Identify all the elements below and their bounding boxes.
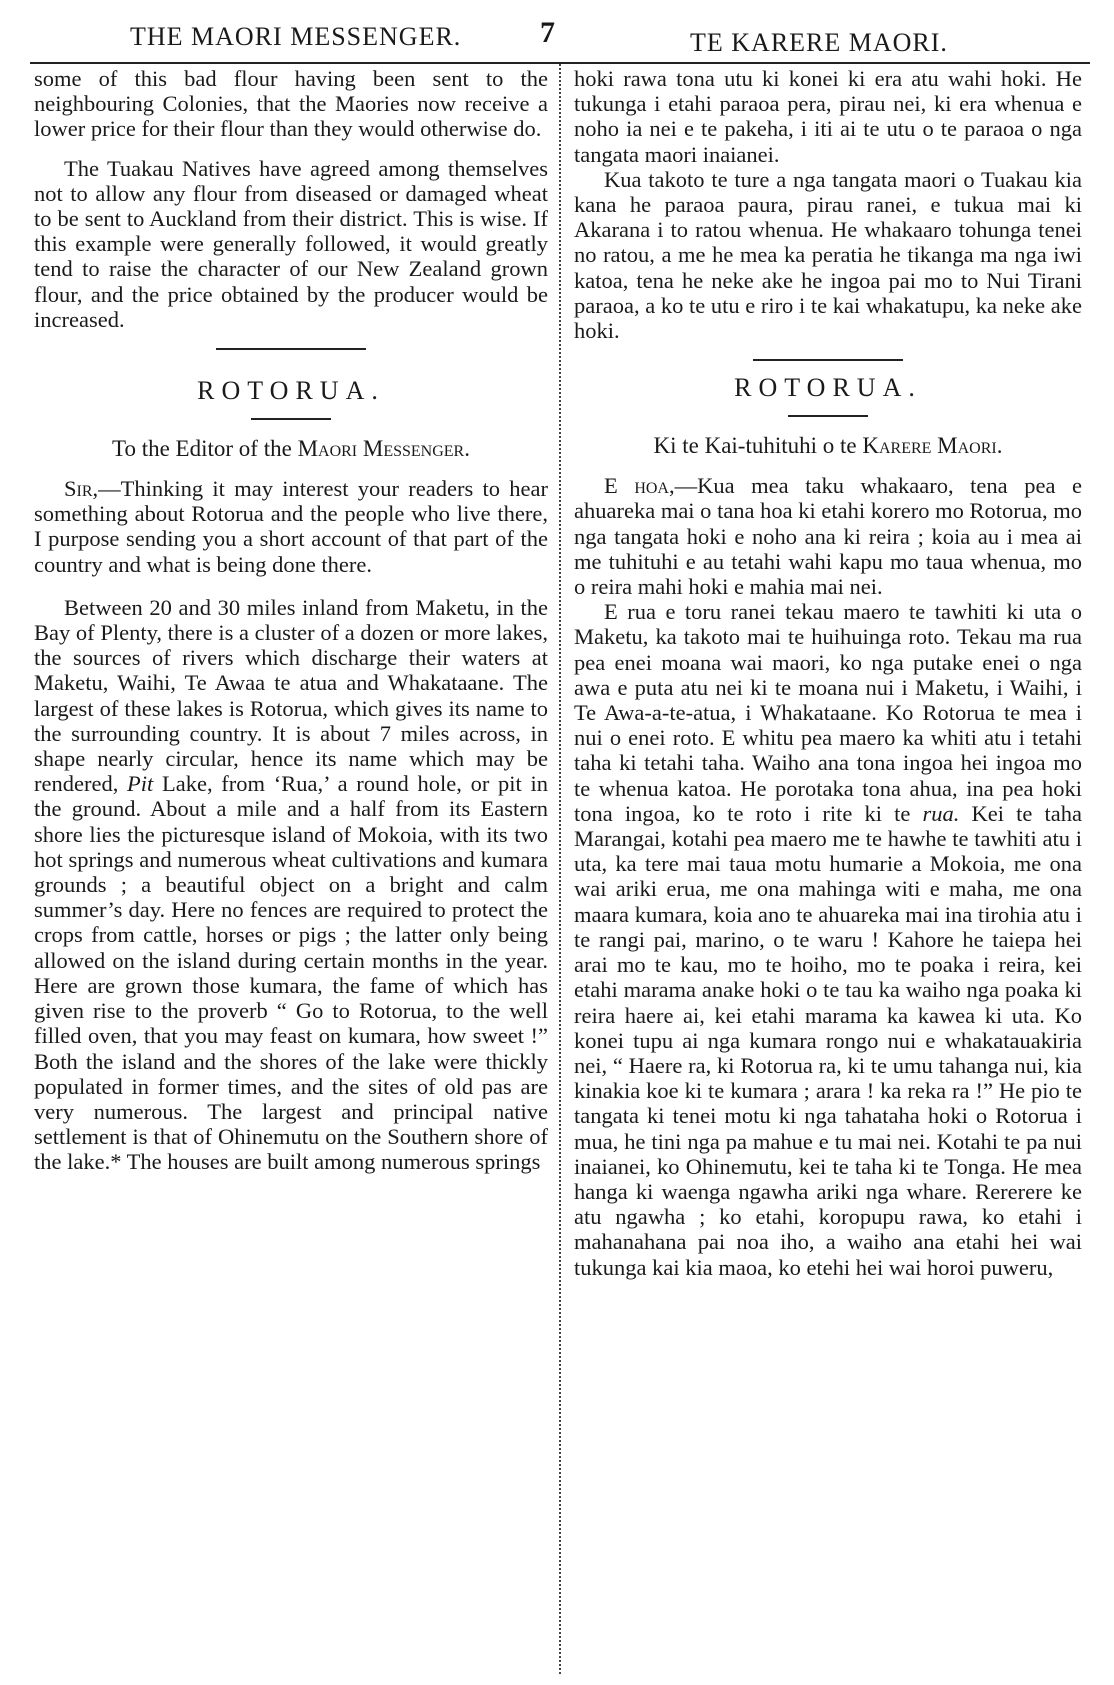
masthead-english-title: THE MAORI MESSENGER. — [130, 22, 462, 51]
salutation: E hoa, — [604, 473, 675, 499]
page-number: 7 — [540, 16, 556, 49]
masthead-maori-title: TE KARERE MAORI. — [690, 28, 948, 57]
section-heading: ROTORUA. — [197, 376, 385, 406]
addressee-prefix: To the Editor of the — [112, 436, 292, 462]
continuation-paragraph: hoki rawa tona utu ki konei ki era atu wahi hoki. He tukunga i etahi paraoa pera, pirau nei, ki era whenua e noho ia nei e te pakeha, i iti ai te utu o te paraoa o nga tangata maori inaianei. — [574, 66, 1082, 167]
body-text-part1: E rua e toru ranei tekau maero te tawhiti ki uta o Maketu, ka takoto mai te huihuinga roto. Tekau ma rua pea enei moana wai maori, ko nga putake enei o nga awa e puta atu nei ki te moana nui i Maketu, i Waihi, i Te Awa-a-te-atua, i Whakataane. Ko Rotorua te mea i nui o enei roto. E whitu pea maero ka whiti atu i tetahi taha ki tetahi taha. Waiho ana tona ingoa hei ingoa mo te whenua katoa. He porotaka tona ahua, ina pea hoki tona ingoa, ko te roto i rite ki te — [574, 599, 1082, 826]
body-text-part2: Kei te taha Marangai, kotahi pea maero me te hawhe te tawhiti atu i uta, ka tere mai taua motu humarie a Mokoia, me ona wai ariki erua, me ona mahinga witi e maha, me ona maara kumara, koia ano te ahuareka mai ina tirohia atu i te rangi pai, marino, o te waru ! Kahore he taiepa hei arai mo te kau, mo te hoiho, mo te poaka i reira, kei etahi marama anake hoki o te tau ka waiho nga poaka ki reira haere ai, kei etahi marama ka kawea ki uta. Ko konei tupu ai nga kumara rongo nui e whakatauakiria nei, “ Haere ra, ki Rotorua ra, ki te umu tahanga nui, kia kinakia koe ki te kumara ; arara ! ka reka ra !” He pio te tangata ki tenei motu ki nga tahataha hoki o Rotorua i mua, he tini nga pa mahue e tu mai nei. Kotahi te pa nui inaianei, ko Ohinemutu, kei te taha ki te Tonga. He mea hanga ki waenga ngawha ariki nga whare. Rererere ke atu ngawha ; ko etahi, koropupu rawa, ko etahi i mahanahana pai noa iho, a waiho ana etahi hei wai tukunga kai kia maoa, ko etehi hei wai horoi puweru, — [574, 800, 1082, 1280]
maori-column — [574, 66, 1082, 1280]
letter-intro-paragraph — [34, 476, 548, 577]
letter-intro-paragraph — [574, 473, 1082, 599]
letter-intro-text: —Thinking it may interest your readers to hear something about Rotorua and the people who live there, I purpose sending you a short account of that part of the country and what is being done there. — [34, 476, 548, 577]
body-text-part1: Between 20 and 30 miles inland from Maketu, in the Bay of Plenty, there is a cluster of a dozen or more lakes, the sources of rivers which discharge their waters at Maketu, Waihi, Te Awaa te atua and Whakataane. The largest of these lakes is Rotorua, which gives its name to the surrounding country. It is about 7 miles across, in shape nearly circular, hence its name which may be rendered, — [34, 594, 548, 797]
english-column — [34, 66, 548, 1175]
heading-rule — [34, 406, 548, 436]
letter-intro-text: —Kua mea taku whakaaro, tena pea e ahuareka mai o tana hoa ki etahi korero mo Rotorua, mo nga tangata hoki e noho ana ki reira ; koia au i mea ai me tuhituhi e au tetahi wahi kapu mo taua whenua, mo o reira mahi hoki e mahia mai nei. — [574, 473, 1082, 600]
body-italic-word: rua. — [922, 800, 960, 826]
section-rule — [574, 343, 1082, 373]
column-divider — [559, 64, 561, 1674]
body-italic-word: Pit — [127, 771, 154, 797]
body-text-part2: Lake, from ‘Rua,’ a round hole, or pit in the ground. About a mile and a half from its Eastern shore lies the picturesque island of Mokoia, with its two hot springs and numerous wheat cultivations and kumara grounds ; a beautiful object on a bright and calm summer’s day. Here no fences are required to protect the crops from cattle, horses or pigs ; the latter only being allowed on the island during certain months in the year. Here are grown those kumara, the fame of which has given rise to the proverb “ Go to Rotorua, to the well filled oven, that you may feast on kumara, how sweet !” Both the island and the shores of the lake were thickly populated in former times, and the sites of old pas are very numerous. The largest and principal native settlement is that of Ohinemutu on the Southern shore of the lake.* The houses are built among numerous springs — [34, 771, 548, 1175]
addressee-publication: Karere Maori. — [862, 433, 1003, 459]
tuakau-paragraph: Kua takoto te ture a nga tangata maori o Tuakau kia kana he paraoa paura, pirau ranei, e tukua mai ki Akarana i to ratou whenua. He whakaaro tohunga tenei no ratou, a me he mea ka peratia he tikanga ma nga iwi katoa, tena he neke ake he ingoa pai mo to Nui Tirani paraoa, a ko te utu e riro i te kai whakatupu, ka neke ake hoki. — [574, 166, 1082, 344]
addressee-prefix: Ki te Kai-tuhituhi o te — [653, 433, 857, 459]
body-paragraph — [574, 599, 1082, 1279]
letter-addressee — [34, 436, 548, 462]
section-heading: ROTORUA. — [734, 373, 922, 403]
addressee-publication: Maori Messenger. — [297, 436, 470, 462]
heading-rule — [574, 403, 1082, 433]
masthead — [30, 14, 1084, 57]
tuakau-paragraph: The Tuakau Natives have agreed among themselves not to allow any flour from diseased or damaged wheat to be sent to Auckland from their district. This is wise. If this example were generally followed, it would greatly tend to raise the character of our New Zealand grown flour, and the price obtained by the producer would be increased. — [34, 155, 548, 332]
body-paragraph — [34, 595, 548, 1175]
section-rule — [34, 332, 548, 362]
continuation-paragraph: some of this bad flour having been sent to the neighbouring Colonies, that the Maories now receive a lower price for their flour than they would otherwise do. — [34, 66, 548, 142]
letter-addressee — [574, 433, 1082, 459]
salutation: Sir, — [64, 476, 99, 502]
